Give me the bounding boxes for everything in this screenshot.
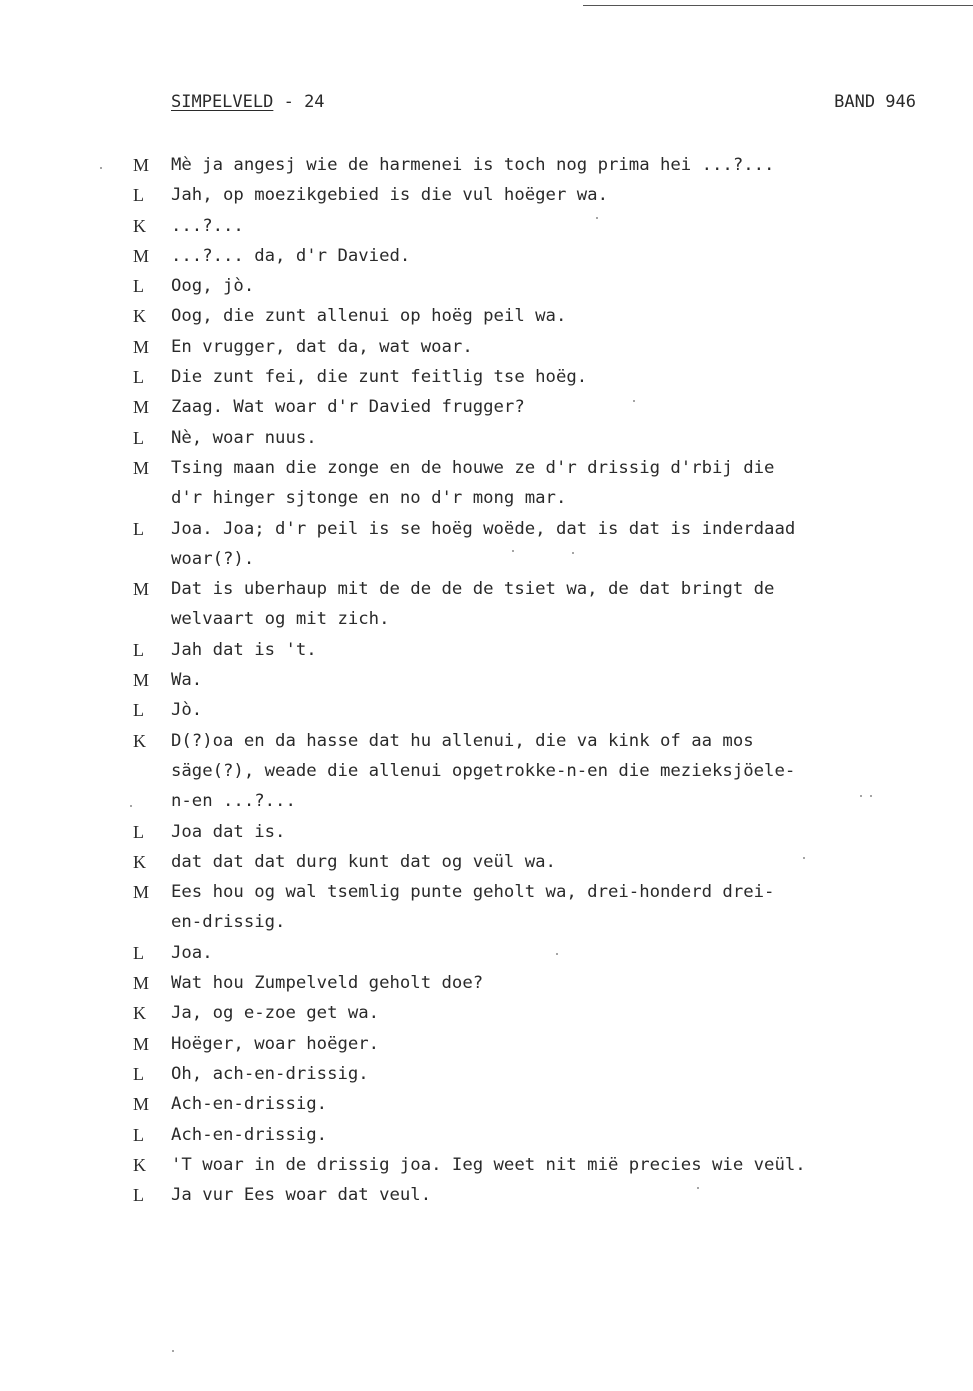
speaker-label: L [133, 700, 144, 721]
scan-speck [100, 167, 102, 169]
speaker-label: L [133, 1063, 144, 1084]
speaker-label: L [133, 1185, 144, 1206]
speaker-label: K [133, 1003, 146, 1024]
speaker-label: L [133, 1124, 144, 1145]
transcript-line [0, 847, 973, 877]
transcript-line [0, 362, 973, 392]
utterance-text: Die zunt fei, die zunt feitlig tse hoëg. [171, 367, 588, 388]
speaker-label: L [133, 821, 144, 842]
transcript-line [0, 877, 973, 907]
utterance-text: Jah, op moezikgebied is die vul hoëger wa. [171, 185, 608, 206]
transcript-line [0, 271, 973, 301]
scan-speck [596, 217, 598, 219]
speaker-label: K [133, 1154, 146, 1175]
transcript-line [0, 544, 973, 574]
utterance-text: 'T woar in de drissig joa. Ieg weet nit mië precies wie veül. [171, 1154, 806, 1175]
transcript-line [0, 817, 973, 847]
speaker-label: M [133, 973, 150, 994]
utterance-text: Nè, woar nuus. [171, 427, 317, 448]
speaker-label: L [133, 518, 144, 539]
utterance-text: Wa. [171, 670, 203, 691]
scan-speck [697, 1187, 699, 1189]
utterance-text: Dat is uberhaup mit de de de de tsiet wa, de dat bringt de [171, 579, 775, 600]
utterance-text: Ach-en-drissig. [171, 1094, 328, 1115]
scan-speck [633, 400, 635, 402]
scan-speck [572, 552, 574, 554]
scan-speck [556, 953, 558, 955]
top-rule [583, 5, 973, 6]
speaker-label: M [133, 155, 150, 175]
speaker-label: K [133, 215, 146, 236]
transcript-line [0, 423, 973, 453]
transcript-line [0, 665, 973, 695]
transcript-line [0, 453, 973, 483]
transcript-line [0, 635, 973, 665]
transcript-line [0, 332, 973, 362]
transcript-line [0, 180, 973, 210]
utterance-text: n-en ...?... [171, 791, 296, 812]
utterance-text: ...?... da, d'r Davied. [171, 245, 411, 266]
utterance-text: Joa dat is. [171, 821, 286, 842]
utterance-text: D(?)oa en da hasse dat hu allenui, die va kink of aa mos [171, 730, 754, 751]
utterance-text: Ees hou og wal tsemlig punte geholt wa, drei-honderd drei- [171, 882, 775, 903]
utterance-text: Jò. [171, 700, 203, 721]
transcript-line [0, 998, 973, 1028]
transcript-line [0, 1059, 973, 1089]
transcript-line [0, 938, 973, 968]
utterance-text: ...?... [171, 215, 244, 236]
transcript-line [0, 514, 973, 544]
transcript-line [0, 756, 973, 786]
utterance-text: Ja vur Ees woar dat veul. [171, 1185, 432, 1206]
transcript-line [0, 301, 973, 331]
scan-speck [860, 795, 862, 797]
scan-speck [172, 1350, 174, 1352]
utterance-text: Joa. Joa; d'r peil is se hoëg woëde, dat is dat is inderdaad [171, 518, 796, 539]
utterance-text: Tsing maan die zonge en de houwe ze d'r drissig d'rbij die [171, 457, 775, 478]
speaker-label: L [133, 367, 144, 388]
speaker-label: K [133, 730, 146, 751]
transcript [0, 150, 973, 1210]
speaker-label: L [133, 276, 144, 297]
utterance-text: en-drissig. [171, 912, 286, 933]
speaker-label: M [133, 1033, 150, 1054]
speaker-label: M [133, 1094, 150, 1115]
utterance-text: säge(?), weade die allenui opgetrokke-n-en die mezieksjöele- [171, 760, 796, 781]
speaker-label: M [133, 882, 150, 903]
transcript-line [0, 1120, 973, 1150]
utterance-text: Jah dat is 't. [171, 639, 317, 660]
transcript-line [0, 1150, 973, 1180]
speaker-label: L [133, 639, 144, 660]
speaker-label: M [133, 336, 150, 357]
utterance-text: woar(?). [171, 548, 255, 569]
utterance-text: d'r hinger sjtonge en no d'r mong mar. [171, 488, 567, 509]
transcript-line [0, 241, 973, 271]
header-page-number: - 24 [273, 92, 325, 112]
utterance-text: Oog, die zunt allenui op hoëg peil wa. [171, 306, 567, 327]
transcript-line [0, 907, 973, 937]
transcript-line [0, 1029, 973, 1059]
utterance-text: Wat hou Zumpelveld geholt doe? [171, 973, 484, 994]
utterance-text: dat dat dat durg kunt dat og veül wa. [171, 851, 556, 872]
transcript-line [0, 483, 973, 513]
utterance-text: Hoëger, woar hoëger. [171, 1033, 380, 1054]
speaker-label: K [133, 306, 146, 327]
utterance-text: welvaart og mit zich. [171, 609, 390, 630]
speaker-label: K [133, 851, 146, 872]
transcript-line [0, 695, 973, 725]
transcript-line [0, 150, 973, 180]
speaker-label: M [133, 670, 150, 691]
transcript-line [0, 1089, 973, 1119]
transcript-line [0, 211, 973, 241]
utterance-text: Mè ja angesj wie de harmenei is toch nog prima hei ...?... [171, 155, 775, 175]
scan-speck [803, 857, 805, 859]
header-band: BAND 946 [834, 92, 916, 112]
scan-speck [512, 550, 514, 552]
utterance-text: En vrugger, dat da, wat woar. [171, 336, 473, 357]
speaker-label: L [133, 427, 144, 448]
page-header [171, 92, 916, 118]
transcript-line [0, 726, 973, 756]
scan-speck [870, 795, 872, 797]
utterance-text: Oh, ach-en-drissig. [171, 1063, 369, 1084]
header-title [171, 92, 325, 112]
speaker-label: L [133, 942, 144, 963]
header-place: SIMPELVELD [171, 92, 274, 112]
transcript-line [0, 786, 973, 816]
speaker-label: M [133, 579, 150, 600]
transcript-line [0, 604, 973, 634]
utterance-text: Joa. [171, 942, 213, 963]
speaker-label: M [133, 397, 150, 418]
utterance-text: Zaag. Wat woar d'r Davied frugger? [171, 397, 525, 418]
utterance-text: Oog, jò. [171, 276, 255, 297]
transcript-line [0, 392, 973, 422]
utterance-text: Ja, og e-zoe get wa. [171, 1003, 380, 1024]
speaker-label: M [133, 457, 150, 478]
speaker-label: L [133, 185, 144, 206]
utterance-text: Ach-en-drissig. [171, 1124, 328, 1145]
scan-speck [130, 805, 132, 807]
transcript-line [0, 968, 973, 998]
transcript-line [0, 1180, 973, 1210]
speaker-label: M [133, 245, 150, 266]
transcript-line [0, 574, 973, 604]
